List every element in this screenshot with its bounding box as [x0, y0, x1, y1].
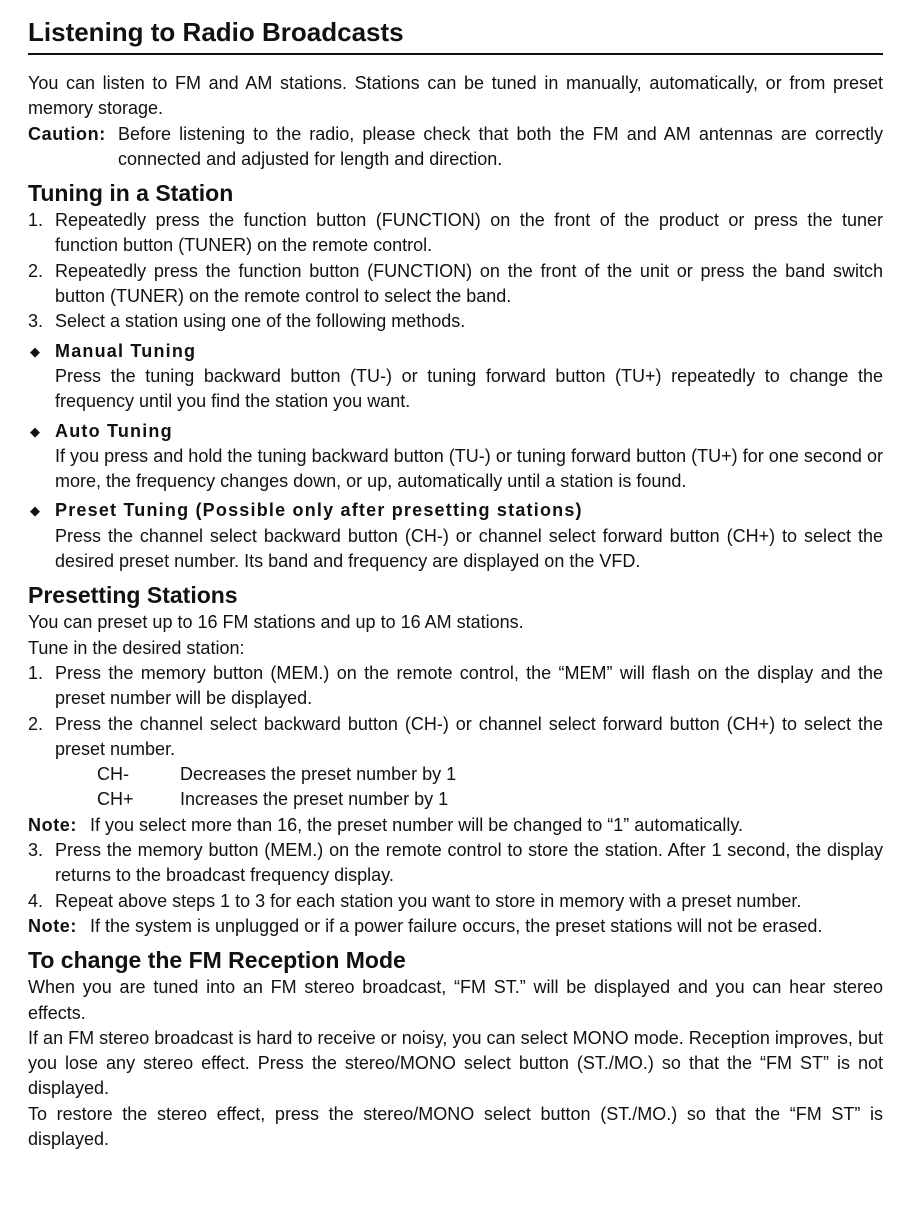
table-row — [97, 787, 883, 812]
fm-mode-paragraph: When you are tuned into an FM stereo broadcast, “FM ST.” will be displayed and you can hear stereo effects. — [28, 977, 883, 1023]
caution-label: Caution: — [28, 123, 106, 144]
preset-instruction-text: Tune in the desired station: — [28, 637, 245, 658]
section-heading-presetting: Presetting Stations — [28, 582, 238, 609]
step-number: 2. — [28, 713, 44, 734]
diamond-bullet-icon: ◆ — [30, 503, 40, 519]
step-text: Select a station using one of the following methods. — [55, 311, 466, 332]
method-title: Preset Tuning (Possible only after presetting stations) — [55, 500, 583, 521]
list-item — [28, 309, 883, 334]
diamond-bullet-icon: ◆ — [30, 343, 40, 359]
step-number: 2. — [28, 260, 44, 281]
step-number: 3. — [28, 311, 44, 332]
step-text: Press the memory button (MEM.) on the remote control, the “MEM” will flash on the display and the preset number will be displayed. — [55, 662, 883, 709]
step-text: Repeatedly press the function button (FUNCTION) on the front of the unit or press the band switch button (TUNER) on the remote control to select the band. — [55, 260, 883, 307]
step-number: 3. — [28, 840, 44, 861]
note-power-failure — [28, 914, 883, 939]
fm-mode-paragraph: If an FM stereo broadcast is hard to receive or noisy, you can select MONO mode. Reception improves, but you lose any stereo effect. Press the stereo/MONO select button (ST./MO.) so that the “FM ST” is not displayed. — [28, 1027, 883, 1099]
list-item — [28, 661, 883, 712]
method-preset-tuning — [28, 498, 883, 574]
method-auto-tuning — [28, 419, 883, 495]
diamond-bullet-icon: ◆ — [30, 423, 40, 439]
channel-key: CH+ — [97, 789, 134, 810]
channel-key: CH- — [97, 764, 129, 785]
note-label: Note: — [28, 814, 77, 835]
channel-desc: Increases the preset number by 1 — [180, 789, 449, 810]
step-text: Press the memory button (MEM.) on the remote control to store the station. After 1 second, the display returns to the broadcast frequency display. — [55, 840, 883, 886]
method-text: If you press and hold the tuning backward button (TU-) or tuning forward button (TU+) for one second or more, the frequency changes down, or up, automatically until a station is found. — [55, 445, 883, 492]
list-item — [28, 838, 883, 889]
list-item — [28, 259, 883, 310]
note-preset-limit — [28, 813, 883, 838]
method-title: Manual Tuning — [55, 340, 197, 361]
method-text: Press the tuning backward button (TU-) or tuning forward button (TU+) repeatedly to change the frequency until you find the station you want. — [55, 365, 883, 412]
tuning-steps — [28, 208, 883, 334]
step-text: Repeat above steps 1 to 3 for each station you want to store in memory with a preset number. — [55, 890, 802, 911]
table-row — [97, 762, 883, 787]
page-title: Listening to Radio Broadcasts — [28, 14, 883, 55]
list-item — [28, 712, 883, 763]
method-text: Press the channel select backward button (CH-) or channel select forward button (CH+) to select the desired preset number. Its band and frequency are displayed on the VFD. — [55, 525, 883, 572]
list-item — [28, 208, 883, 259]
note-text: If the system is unplugged or if a power failure occurs, the preset stations will not be erased. — [90, 915, 823, 936]
step-number: 4. — [28, 890, 44, 911]
step-text: Press the channel select backward button (CH-) or channel select forward button (CH+) to select the preset number. — [55, 713, 883, 759]
section-heading-fm-mode: To change the FM Reception Mode — [28, 947, 406, 974]
preset-capacity-text: You can preset up to 16 FM stations and up to 16 AM stations. — [28, 612, 524, 633]
list-item — [28, 889, 883, 914]
note-label: Note: — [28, 915, 77, 936]
channel-desc: Decreases the preset number by 1 — [180, 764, 457, 785]
method-manual-tuning — [28, 339, 883, 415]
method-title: Auto Tuning — [55, 420, 173, 441]
fm-mode-paragraph: To restore the stereo effect, press the stereo/MONO select button (ST./MO.) so that the “FM ST” is displayed. — [28, 1103, 883, 1149]
note-text: If you select more than 16, the preset number will be changed to “1” automatically. — [90, 814, 744, 835]
channel-button-table — [28, 762, 883, 813]
step-number: 1. — [28, 210, 44, 231]
caution-note — [28, 122, 883, 173]
caution-text: Before listening to the radio, please check that both the FM and AM antennas are correctly connected and adjusted for length and direction. — [118, 123, 883, 169]
step-number: 1. — [28, 662, 44, 683]
section-heading-tuning: Tuning in a Station — [28, 180, 234, 207]
step-text: Repeatedly press the function button (FUNCTION) on the front of the product or press the tuner function button (TUNER) on the remote control. — [55, 210, 883, 256]
intro-paragraph: You can listen to FM and AM stations. Stations can be tuned in manually, automatically, or from preset memory storage. — [28, 73, 883, 119]
